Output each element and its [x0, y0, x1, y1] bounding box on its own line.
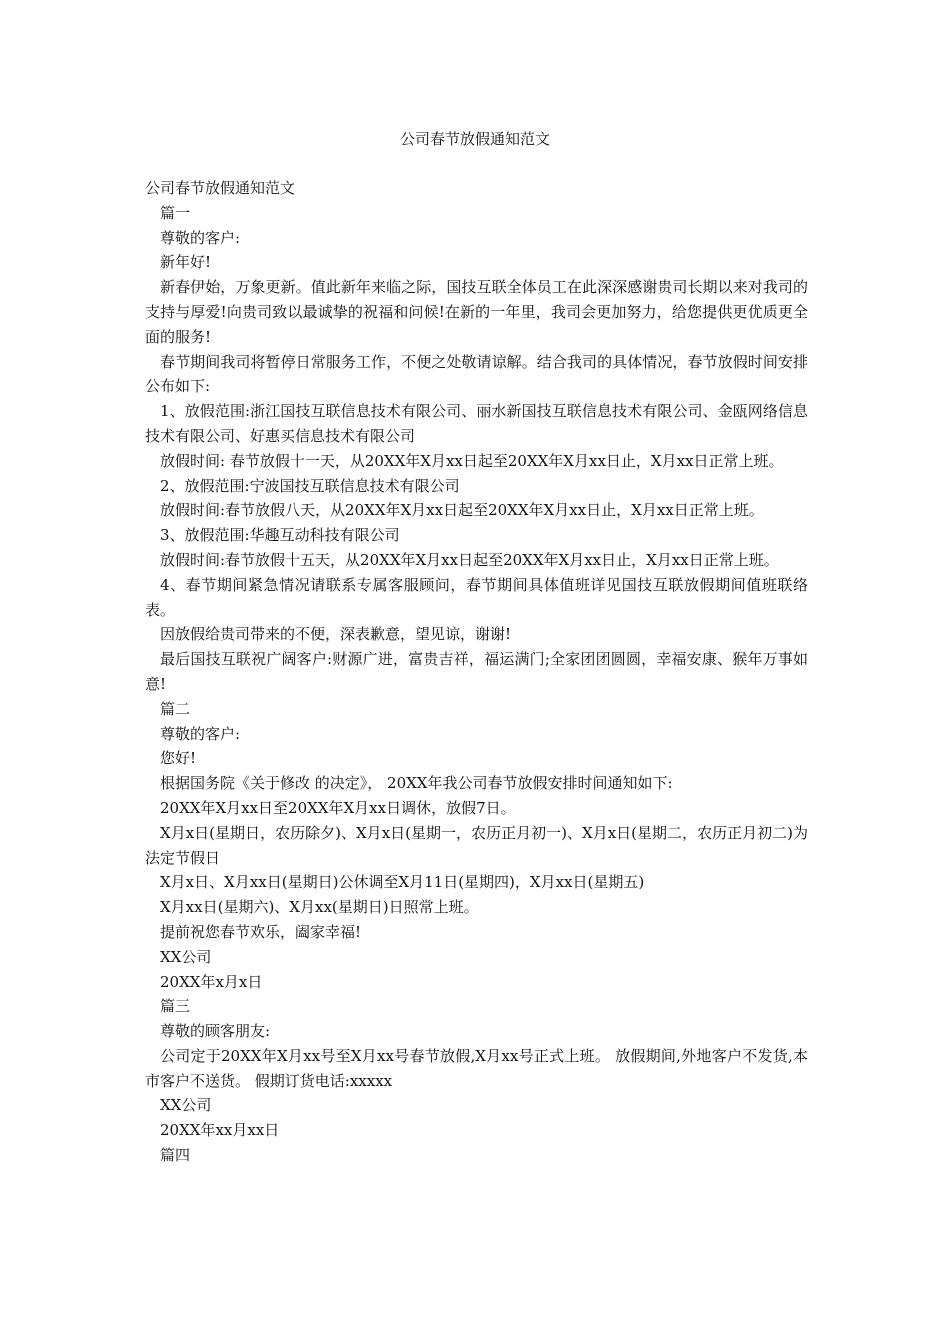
paragraph: 公司定于20XX年X月xx号至X月xx号春节放假,X月xx号正式上班。 放假期间,外地客户不发货,本市客户不送货。 假期订货电话:xxxxx	[145, 1046, 808, 1090]
section-heading: 篇二	[160, 699, 191, 718]
signature-date: 20XX年xx月xx日	[160, 1121, 280, 1140]
section-heading: 篇四	[160, 1146, 191, 1165]
paragraph: 春节期间我司将暂停日常服务工作，不便之处敬请谅解。结合我司的具体情况，春节放假时间安排公布如下:	[145, 352, 808, 396]
signature-date: 20XX年x月x日	[160, 972, 263, 991]
section-heading: 篇一	[160, 203, 191, 222]
salutation: 尊敬的客户:	[160, 724, 241, 743]
paragraph: 公司春节放假通知范文	[145, 179, 296, 197]
greeting: 新年好!	[160, 253, 212, 272]
paragraph: 20XX年X月xx日至20XX年X月xx日调休，放假7日。	[160, 798, 516, 817]
salutation: 尊敬的客户:	[160, 228, 241, 247]
paragraph: 4、春节期间紧急情况请联系专属客服顾问，春节期间具体值班详见国技互联放假期间值班联络表。	[145, 575, 808, 619]
greeting: 您好!	[160, 749, 197, 768]
paragraph: 因放假给贵司带来的不便，深表歉意，望见谅，谢谢!	[160, 625, 512, 644]
signature-company: XX公司	[160, 947, 212, 966]
paragraph: X月xx日(星期六)、X月xx(星期日)日照常上班。	[160, 898, 479, 917]
paragraph: 根据国务院《关于修改 的决定》， 20XX年我公司春节放假安排时间通知如下:	[160, 774, 673, 793]
signature-company: XX公司	[160, 1096, 212, 1115]
paragraph: 新春伊始，万象更新。值此新年来临之际，国技互联全体员工在此深深感谢贵司长期以来对我司的支持与厚爱!向贵司致以最诚挚的祝福和问候!在新的一年里，我司会更加努力，给您提供更优质更全面的服务!	[145, 278, 808, 346]
paragraph: 最后国技互联祝广阔客户:财源广进，富贵吉祥，福运满门;全家团团圆圆，幸福安康、猴年万事如意!	[145, 650, 808, 693]
section-heading: 篇三	[160, 997, 191, 1016]
paragraph: 2、放假范围:宁波国技互联信息技术有限公司	[160, 476, 460, 495]
paragraph: 3、放假范围:华趣互动科技有限公司	[160, 526, 400, 545]
paragraph: X月x日(星期日，农历除夕)、X月x日(星期一，农历正月初一)、X月x日(星期二，农历正月初二)为法定节假日	[145, 823, 808, 867]
paragraph: 提前祝您春节欢乐，阖家幸福!	[160, 922, 362, 941]
document-body	[145, 176, 808, 1168]
salutation: 尊敬的顾客朋友:	[160, 1022, 271, 1041]
document-title: 公司春节放假通知范文	[399, 130, 550, 148]
paragraph: 放假时间: 春节放假十一天，从20XX年X月xx日起至20XX年X月xx日止，X月xx日正常上班。	[160, 451, 784, 470]
paragraph: 放假时间:春节放假十五天，从20XX年X月xx日起至20XX年X月xx日止，X月xx日正常上班。	[160, 550, 779, 569]
paragraph: 1、放假范围:浙江国技互联信息技术有限公司、丽水新国技互联信息技术有限公司、金瓯网络信息技术有限公司、好惠买信息技术有限公司	[145, 402, 808, 445]
paragraph: 放假时间:春节放假八天，从20XX年X月xx日起至20XX年X月xx日止，X月xx日正常上班。	[160, 501, 764, 520]
paragraph: X月x日、X月xx日(星期日)公休调至X月11日(星期四)，X月xx日(星期五)	[160, 873, 645, 892]
